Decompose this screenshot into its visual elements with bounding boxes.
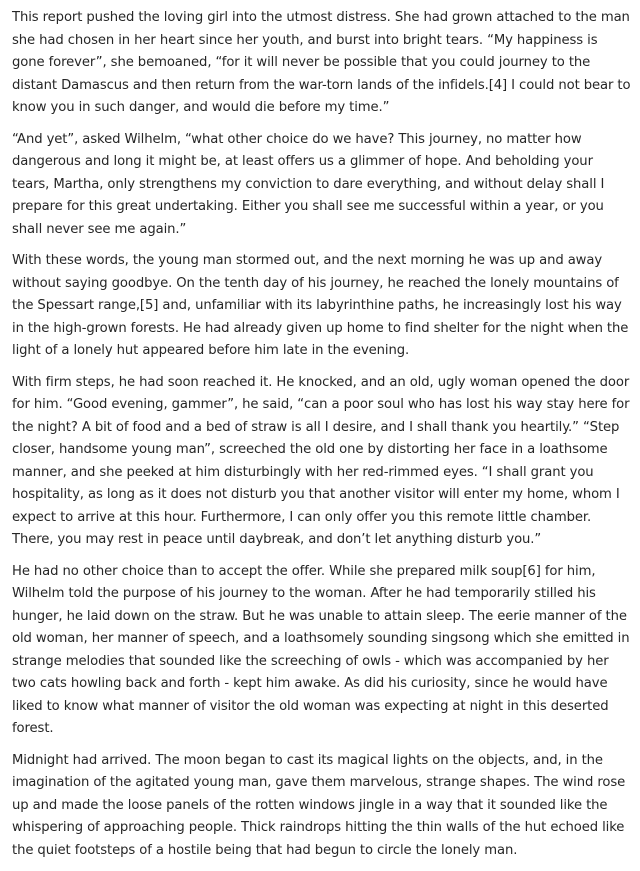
paragraph: This report pushed the loving girl into the utmost distress. She had grown attached to the man she had chosen in her heart since her youth, and burst into bright tears. “My happiness is gone forever”, she bemoaned, “for it will never be possible that you could journey to the distant Damascus and then return from the war-torn lands of the infidels.[4] I could not bear to know you in such danger, and would die before my time.” [12,10,631,115]
paragraph: He had no other choice than to accept the offer. While she prepared milk soup[6] for him, Wilhelm told the purpose of his journey to the woman. After he had temporarily stilled his hunger, he laid down on the straw. But he was unable to attain sleep. The eerie manner of the old woman, her manner of speech, and a loathsomely sounding singsong which she emitted in strange melodies that sounded like the screeching of owls - which was accompanied by her two cats howling back and forth - kept him awake. As did his curiosity, since he would have liked to know what manner of visitor the old woman was expecting at night in this deserted forest. [12,563,630,736]
paragraph: “And yet”, asked Wilhelm, “what other choice do we have? This journey, no matter how dangerous and long it might be, at least offers us a glimmer of hope. And beholding your tears, Martha, only strengthens my conviction to dare everything, and without delay shall I prepare for this great undertaking. Either you shall see me successful within a year, or you shall never see me again.” [12,131,605,237]
paragraph: Midnight had arrived. The moon began to cast its magical lights on the objects, and, in the imagination of the agitated young man, gave them marvelous, strange shapes. The wind rose up and made the loose panels of the rotten windows jingle in a way that it sounded like the whispering of approaching people. Thick raindrops hitting the thin walls of the hut echoed like the quiet footsteps of a hostile being that had begun to circle the lonely man. [12,752,626,858]
paragraph: With firm steps, he had soon reached it. He knocked, and an old, ugly woman opened the door for him. “Good evening, gammer”, he said, “can a poor soul who has lost his way stay here for the night? A bit of food and a bed of straw is all I desire, and I shall thank you heartily.” “Step closer, handsome young man”, screeched the old one by distorting her face in a loathsome manner, and she peeked at him disturbingly with her red-rimmed eyes. “I shall grant you hospitality, as long as it does not disturb you that another visitor will enter my home, whom I expect to arrive at this hour. Furthermore, I can only offer you this remote little chamber. There, you may rest in peace until daybreak, and don’t let anything disturb you.” [12,374,630,547]
document-body [12,7,634,871]
paragraph: With these words, the young man stormed out, and the next morning he was up and away without saying goodbye. On the tenth day of his journey, he reached the lonely mountains of the Spessart range,[5] and, unfamiliar with its labyrinthine paths, he increasingly lost his way in the high-grown forests. He had already given up home to find shelter for the night when the light of a lonely hut appeared before him late in the evening. [12,253,629,358]
